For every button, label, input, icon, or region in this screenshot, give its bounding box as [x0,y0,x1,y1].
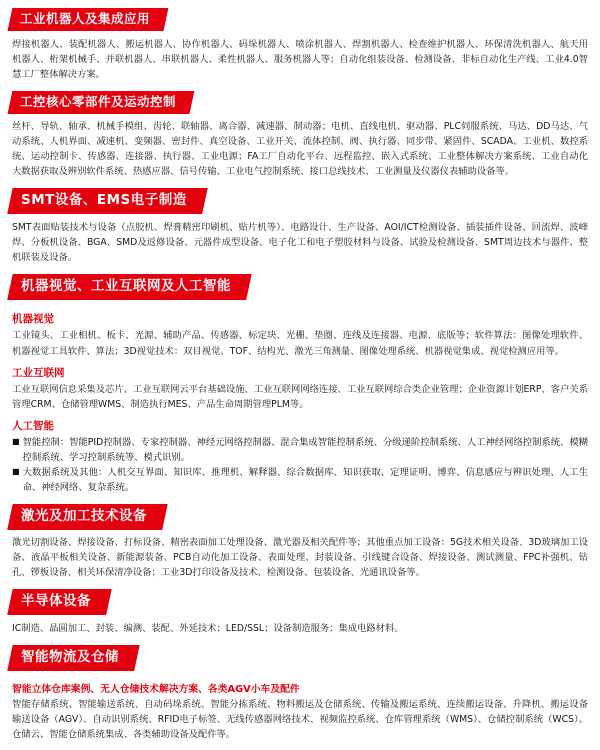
section-heading-text: 激光及加工技术设备 [21,507,147,524]
section-paragraph: 焊接机器人、装配机器人、搬运机器人、协作机器人、码垛机器人、喷涂机器人、焊割机器人、检查维护机器人、环保清洗机器人、航天用机器人、桁架机械手、并联机器人、串联机器人、柔性机器人、服务机器人等；自动化组装设备、检测设备、非标自动化生产线、工业4.0智慧工厂整体解决方案。 [12,38,588,80]
section-heading-text: SMT设备、EMS电子制造 [21,192,187,209]
section-heading-banner [8,91,195,114]
section-heading-banner [7,504,167,530]
section-smt-ems [10,188,590,265]
section-heading-text: 机器视觉、工业互联网及人工智能 [21,277,231,294]
subsection-title: 人工智能 [12,419,54,432]
section-heading-text: 智能物流及仓储 [21,649,119,666]
list-item [10,465,590,495]
section-industrial-robots [10,8,590,82]
section-paragraph: 激光切割设备、焊接设备、打标设备、精密表面加工处理设备、激光器及相关配件等；其他重点加工设备：5G技术相关设备、3D玻璃加工设备、液晶平板相关设备、新能源装备、PCB自动化加工设备、表面处理、封装设备、引线键合设备、焊接设备、测试测量、FPC补强机、钻孔、锣板设备、相关环保清净设备；工业3D打印设备及技术、检测设备、包装设备、光通讯设备等。 [12,537,588,579]
section-heading-banner [7,274,251,300]
section-heading-banner [7,188,207,214]
section-semiconductor-equipment [10,589,590,636]
subsection-paragraph: 工业互联网信息采集及芯片、工业互联网云平台基础设施、工业互联网网络连接、工业互联网综合类企业管理；企业资源计划ERP、客户关系管理CRM、仓储管理WMS、制造执行MES、产品生命周期管理PLM等。 [12,383,588,410]
section-laser-processing [10,504,590,581]
square-bullet-icon: ■ [12,466,20,476]
list-item-text: 智能控制：智能PID控制器、专家控制器、神经元网络控制器、混合集成智能控制系统、分级递阶控制系统、人工神经网络控制系统、模糊控制系统、学习控制系统等、模式识别。 [22,436,588,463]
square-bullet-icon: ■ [12,436,20,446]
subsection-paragraph: 工业镜头、工业相机、板卡、光源、辅助产品、传感器、标定块、光栅、垫圈、连线及连接器、电源、底版等；软件算法：图像处理软件、机器视觉工具软件、算法；3D视觉技术：双目视觉、TOF、结构光、激光三角测量、图像处理系统、机器视觉集成、视觉检测应用等。 [12,330,588,357]
section-machine-vision-iiot-ai [10,274,590,495]
section-paragraph: 丝杆、导轨、轴承、机械手模组、齿轮、联轴器、离合器、减速器、制动器；电机、直线电机、驱动器、PLC伺服系统、马达、DD马达、气动系统、人机界面、减速机、变频器、密封件、真空设备、工业开关、流体控制、阀、执行器、同步带、紧固件、SCADA、工业机、数控系统、运动控制卡、传感器、连接器、执行器、工业电源；FA工厂自动化平台、远程监控、嵌入式系统、工业整体解决方案系统、工业自动化大数据获取及辨别软件系统、热感应器、信号传输、工业电气控制系统、接口总线技术、工业测量及仪器仪表辅助设备等。 [12,121,588,178]
section-smart-logistics-warehousing [10,645,590,742]
section-heading-banner [7,645,139,671]
subsection-industrial-internet [10,365,590,412]
section-heading-text: 工控核心零部件及运动控制 [20,93,177,109]
subsection-machine-vision [10,311,590,358]
list-item [10,435,590,465]
subsection-artificial-intelligence [10,418,590,495]
section-heading-text: 半导体设备 [21,593,91,610]
section-heading-banner [8,8,169,31]
list-item-text: 大数据系统及其他：人机交互界面、知识库、推理机、解释器、综合数据库、知识获取、定理证明、博弈、信息感应与辨识处理、人工生命、神经网络、复杂系统。 [22,466,588,493]
section-paragraph: IC制造、晶圆加工、封装、编测、装配、外延技术；LED/SSL；设备制造服务；集成电路材料。 [12,622,404,634]
subsection-title: 机器视觉 [12,313,54,326]
section-heading-banner [7,589,111,615]
subsection-title: 工业互联网 [12,366,65,379]
section-subheading: 智能立体仓库案例、无人仓储技术解决方案、各类AGV小车及配件 [12,683,300,695]
section-paragraph: SMT表面贴装技术与设备（点胶机、焊膏精密印刷机、贴片机等）、电路设计、生产设备、AOI/ICT检测设备、插装插件设备、回流焊、波峰焊、分板机设备、BGA、SMD及返修设备、元器件成型设备、电子化工和电子塑胶材料与设备、试验及检测设备、SMT周边技术与器件、整机联装及设备。 [12,221,588,263]
section-heading-text: 工业机器人及集成应用 [20,11,151,26]
section-paragraph: 智能存储系统、智能输送系统、自动码垛系统、智能分拣系统、物料搬运及仓储系统、传输及搬运系统、连续搬运设备、升降机、搬运设备输送设备（AGV）、自动识别系统、RFID电子标签、无线传感器网络技术、视频监控系统、仓库管理系统（WMS）、仓储控制系统（WCS）、仓储云、智能仓储系统集成、各类辅助设备及配件等。 [12,698,588,740]
section-motion-control [10,91,590,180]
